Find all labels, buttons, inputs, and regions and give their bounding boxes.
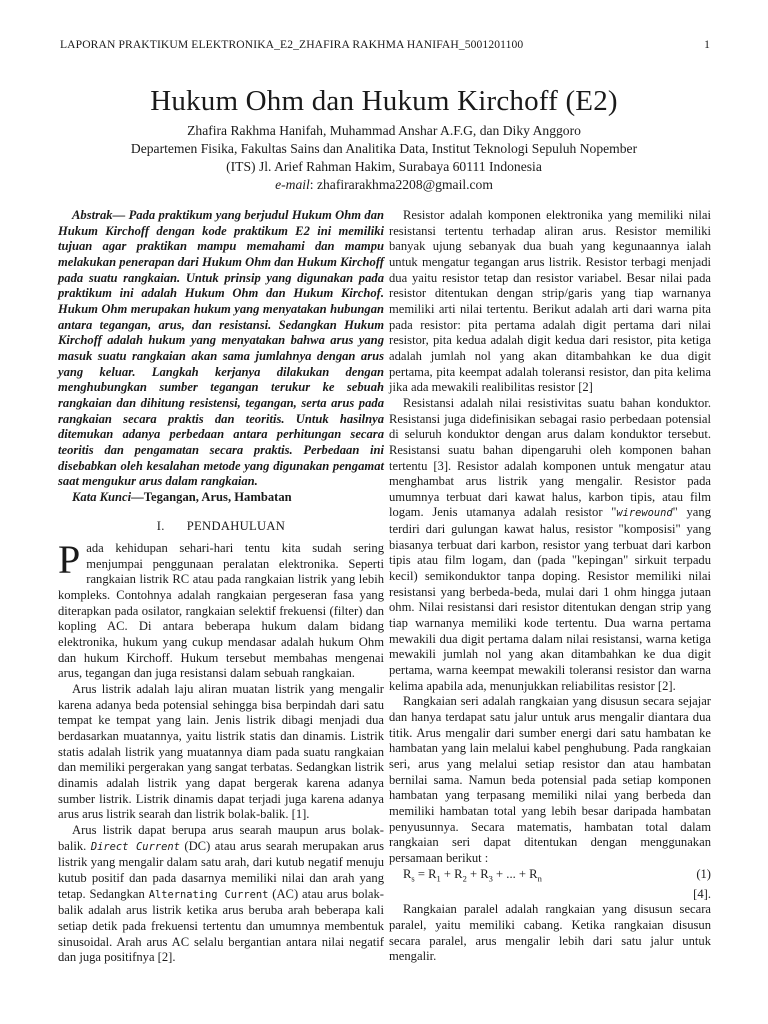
resistor-paragraph: Resistor adalah komponen elektronika yang memiliki nilai resistansi tertentu terhadap aliran arus. Resistor memiliki banyak ujung sebanyak dua buah yang kegunaannya ialah untuk mengatur tegangan arus listrik. Resistor terbagi menjadi dua yaitu resistor tetap dan resistor variabel. Besar nilai pada resistor ditentukan dengan strip/garis yang tiap warnanya memiliki arti nilai tertentu. Berikut adalah arti dari warna pita pada resistor: pita pertama adalah digit pertama dari nilai resistor, pita kedua adalah digit kedua dari resistor, pita ketiga adalah jumlah nol yang akan ditambahkan ke dua digit pertama, pita keempat adalah toleransi resistor, dan pita kelima jika ada mewakili realibilitas resistor [2]	[389, 208, 711, 395]
keywords-label: Kata Kunci	[72, 489, 132, 504]
term-wirewound: wirewound	[616, 507, 673, 520]
intro-paragraph-3-part-c: (AC) atau arus bolak-balik adalah arus listrik ketika arus beruba arah beberapa kali setiap detik pada frekuensi tertentu dan umumnya membentuk sinusoidal. Arah arus AC selalu bergantian antara nilai negatif dan juga positifnya [2].	[58, 886, 385, 965]
intro-paragraph-3	[58, 823, 384, 966]
equation-number: (1)	[696, 866, 711, 881]
keywords	[58, 490, 384, 506]
resistance-paragraph-part-b: " yang terdiri dari gulungan kawat halus, resistor "komposisi" yang biasanya terbuat dari karbon, resistor yang terbuat dari karbon tipis atau film logam, dan (pada "kepingan" sirkuit terpadu kecil) semikonduktor tanpa doping. Resistor memiliki nilai resistansi yang berbeda-beda, mulai dari 1 ohm hingga jutaan ohm. Nilai resistansi dari resistor ditentukan dengan strip yang tiap warnanya memiliki kode tertentu. Dua warna pertama mewakili dua digit pertama dalam nilai resistansi, warna ketiga mewakili jumlah nol yang akan ditambahkan ke dua digit pertama, warna keempat mewakili toleransi resistor dan warna kelima apabila ada, menunjukkan reliabilitas resistor [2].	[389, 505, 711, 693]
left-column	[58, 208, 384, 966]
eq-term-3: + R	[466, 866, 489, 881]
section-number: I.	[156, 519, 165, 534]
eq-sub-2: 2	[462, 873, 467, 884]
eq-term-1: = R	[414, 866, 437, 881]
abstract-text: Pada praktikum yang berjudul Hukum Ohm dan Hukum Kirchoff dengan kode praktikum E2 ini memiliki tujuan agar praktikan mampu memahami dan mampu melakukan penerapan dari Hukum Ohm dan Hukum Kirchoff pada suatu rangkaian. Untuk prinsip yang digunakan pada praktikum ini adalah Hukum Ohm dan Hukum Kirchof. Hukum Ohm merupakan hukum yang menyatakan hubungan antara tegangan, arus, dan resistansi. Sedangkan Hukum Kirchoff adalah hukum yang menyatakan bahwa arus yang masuk suatu rangkaian akan sama jumlahnya dengan arus yang keluar. Langkah kerjanya dilakukan dengan menghubungkan sumber tegangan terukur ke sebuah rangkaian dan dihitung resistensi, tegangan, serta arus pada rangkaian secara praktis dan teoritis. Untuk hasilnya ditemukan adanya perbedaan antara perhitungan secara teoritis dan pengamatan secara praktis. Perbedaan ini disebabkan oleh kesalahan metode yang digunakan pengamat saat mengukur arus dalam rangkaian.	[58, 208, 384, 489]
term-direct-current: Direct Current	[90, 840, 180, 853]
email-line	[0, 176, 768, 194]
right-column	[389, 208, 711, 965]
equation-body	[389, 867, 542, 887]
term-alternating-current: Alternating Current	[148, 888, 269, 901]
eq-term-2: + R	[440, 866, 463, 881]
intro-paragraph-1-text: ada kehidupan sehari-hari tentu kita sudah sering menjumpai penggunaan peralatan elektronika. Seperti rangkaian listrik RC atau pada rangkaian listrik yang lebih kompleks. Contohnya adalah rangkaian pergeseran fasa yang diterapkan pada osilator, rangkaian selektif frekuensi (filter) dan kopling AC. Di antara beberapa hukum dalam bidang elektronika, hukum yang cukup mendasar adalah hukum Ohm dan hukum Kirchoff. Hukum tersebut membahas mengenai arus, tegangan dan juga resistansi dalam sebuah rangkaian.	[58, 541, 384, 681]
eq-sub-3: 3	[488, 873, 493, 884]
eq-term-n: + ... + R	[492, 866, 538, 881]
drop-cap: P	[58, 537, 81, 583]
eq-r-total: R	[403, 866, 412, 881]
eq-sub-s: s	[411, 873, 415, 884]
email-address: : zhafirarakhma2208@gmail.com	[309, 177, 493, 192]
affiliation-line-2: (ITS) Jl. Arief Rahman Hakim, Surabaya 60111 Indonesia	[226, 159, 542, 174]
abstract	[58, 208, 384, 490]
intro-paragraph-3-part-a: Arus listrik dapat berupa arus searah maupun arus bolak-balik.	[58, 822, 384, 853]
running-header	[60, 38, 710, 51]
section-title: PENDAHULUAN	[186, 519, 286, 534]
equation-citation: [4].	[693, 886, 711, 901]
intro-paragraph-1	[58, 537, 384, 682]
running-title: LAPORAN PRAKTIKUM ELEKTRONIKA_E2_ZHAFIRA RAKHMA HANIFAH_5001201100	[60, 38, 524, 51]
series-resistance-equation	[389, 867, 711, 887]
author-block	[0, 122, 768, 194]
parallel-circuit-paragraph: Rangkaian paralel adalah rangkaian yang disusun secara paralel, yaitu memiliki cabang. Ketika rangkaian disusun secara paralel, arus mengalir lebih dari satu jalur untuk mengalir.	[389, 902, 711, 964]
resistance-paragraph-part-a: Resistansi adalah nilai resistivitas suatu bahan konduktor. Resistansi juga didefinisikan sebagai rasio perbedaan potensial di seluruh konduktor dengan arus dalam konduktor tersebut. Resistansi suatu bahan dipengaruhi oleh komponen bahan tertentu [3]. Resistor adalah komponen untuk mengatur atau menghambat arus listrik yang mengalir. Resistor pada umumnya terbuat dari kawat halus, karbon tipis, atau film logam. Jenis utamanya adalah resistor "	[389, 395, 711, 520]
email-label: e-mail	[275, 177, 310, 192]
paper-title: Hukum Ohm dan Hukum Kirchoff (E2)	[150, 85, 618, 117]
eq-sub-n: n	[537, 873, 542, 884]
resistance-paragraph	[389, 396, 711, 694]
abstract-separator: —	[112, 208, 129, 222]
series-circuit-paragraph: Rangkaian seri adalah rangkaian yang disusun secara sejajar dan hanya terdapat satu jalur untuk arus mengalir diantara dua titik. Arus mengalir dari sumber energi dari satu hambatan ke hambatan yang lain melalui kabel penghubung. Pada rangkaian seri, arus yang melalui setiap resistor dan atau hambatan bernilai sama. Namun beda potensial pada setiap komponen hambatan yang terpasang memiliki nilai yang berbeda dan memiliki hambatan total yang lebih besar daripada hambatan penyusunnya. Secara matematis, hambatan total dalam rangkaian seri dapat ditentukan dengan menggunakan persamaan berikut :	[389, 694, 711, 865]
abstract-label: Abstrak	[72, 208, 113, 222]
keywords-list: —Tegangan, Arus, Hambatan	[131, 489, 292, 504]
eq-sub-1: 1	[436, 873, 441, 884]
page-number: 1	[704, 38, 710, 51]
intro-paragraph-3-part-b: (DC) atau arus searah merupakan arus listrik yang mengalir dalam satu arah, dari kutub negatif menuju kutub positif dan pada dasarnya memiliki nilai dan arah yang tetap. Sedangkan	[58, 838, 384, 901]
author-names: Zhafira Rakhma Hanifah, Muhammad Anshar A.F.G, dan Diky Anggoro	[187, 123, 581, 138]
affiliation-line-1: Departemen Fisika, Fakultas Sains dan Analitika Data, Institut Teknologi Sepuluh Nopember	[130, 141, 638, 156]
section-heading	[58, 519, 384, 535]
intro-paragraph-2: Arus listrik adalah laju aliran muatan listrik yang mengalir karena adanya beda potensial sehingga bisa berpindah dari satu tempat ke tempat yang lain. Jenis listrik dibagi menjadi dua berdasarkan muatannya, yaitu listrik statis dan dinamis. Listrik statis adalah listrik yang muatannya diam pada suatu rangkaian dan memiliki pergerakan yang sangat terbatas. Sedangkan listrik dinamis adalah listrik yang dapat bergerak karena adanya sumber listrik. Listrik dinamis dapat terjadi juga karena adanya arus arus listrik searah dan listrik bolak-balik. [1].	[58, 682, 384, 822]
